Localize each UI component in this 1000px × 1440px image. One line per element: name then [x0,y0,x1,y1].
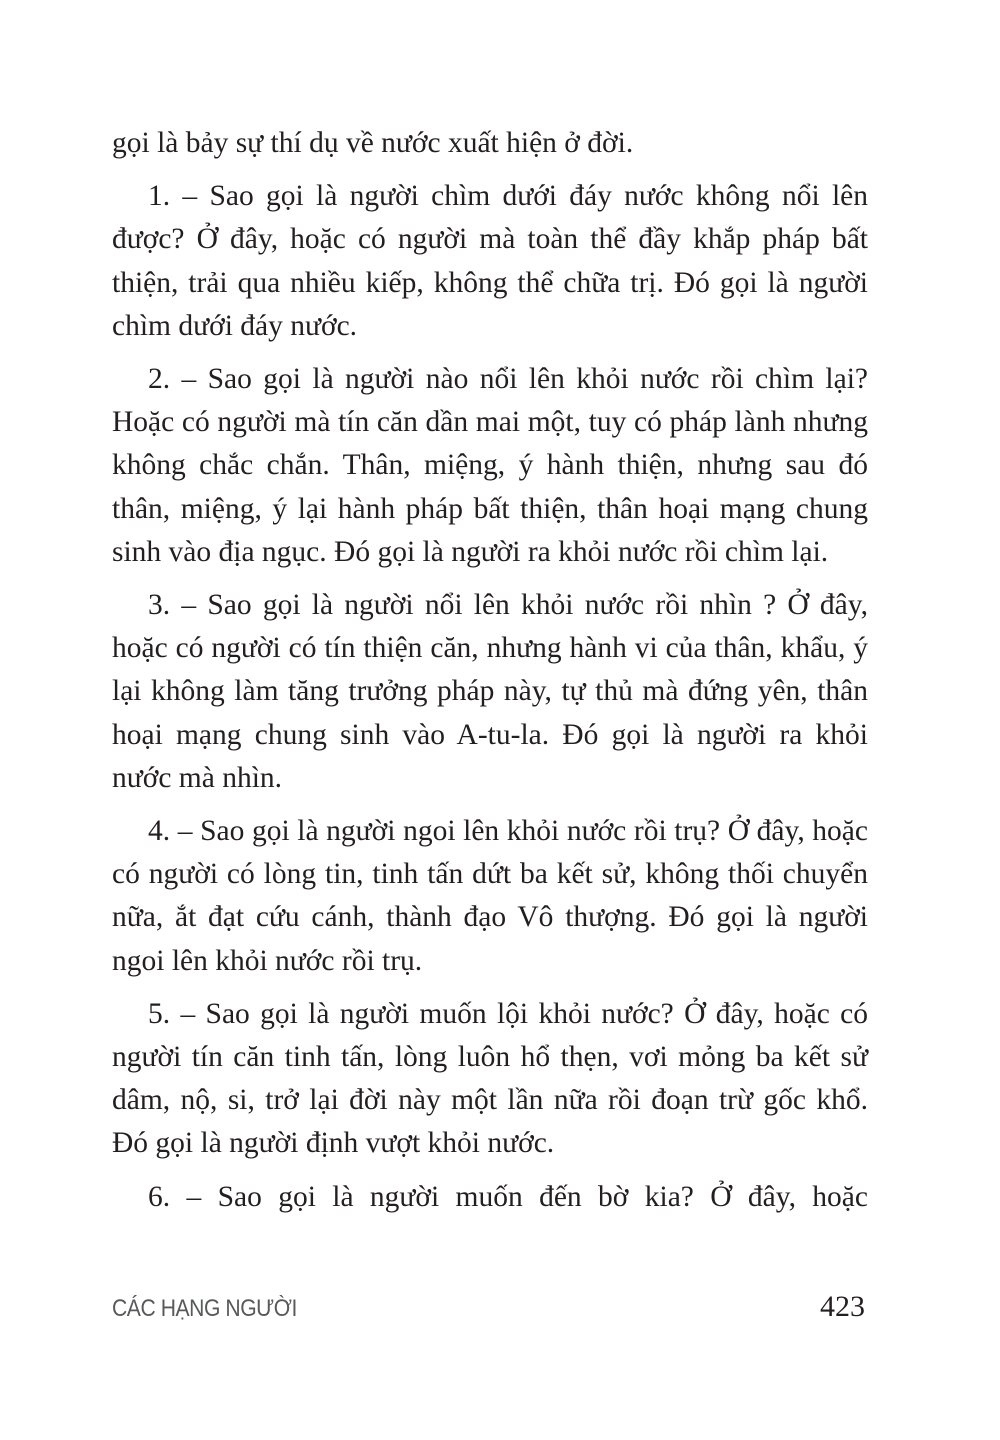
paragraph-item-4: 4. – Sao gọi là người ngoi lên khỏi nước rồi trụ? Ở đây, hoặc có người có lòng tin, tinh tấn dứt ba kết sử, không thối chuyển nữa, ắt đạt cứu cánh, thành đạo Vô thượng. Đó gọi là người ngoi lên khỏi nước rồi trụ. [112,815,868,977]
paragraph-intro-end: gọi là bảy sự thí dụ về nước xuất hiện ở đời. [112,127,634,159]
page-body [112,122,868,1229]
paragraph-item-3: 3. – Sao gọi là người nổi lên khỏi nước rồi nhìn ? Ở đây, hoặc có người có tín thiện căn, nhưng hành vi của thân, khẩu, ý lại không làm tăng trưởng pháp này, tự thủ mà đứng yên, thân hoại mạng chung sinh vào A-tu-la. Đó gọi là người ra khỏi nước mà nhìn. [112,589,868,794]
paragraph-item-2: 2. – Sao gọi là người nào nổi lên khỏi nước rồi chìm lại? Hoặc có người mà tín căn dần mai một, tuy có pháp lành nhưng không chắc chắn. Thân, miệng, ý hành thiện, nhưng sau đó thân, miệng, ý lại hành pháp bất thiện, thân hoại mạng chung sinh vào địa ngục. Đó gọi là người ra khỏi nước rồi chìm lại. [112,363,868,568]
paragraph-item-5: 5. – Sao gọi là người muốn lội khỏi nước? Ở đây, hoặc có người tín căn tinh tấn, lòng luôn hổ thẹn, vơi mỏng ba kết sử dâm, nộ, si, trở lại đời này một lần nữa rồi đoạn trừ gốc khổ. Đó gọi là người định vượt khỏi nước. [112,997,868,1160]
paragraph-item-6: 6. – Sao gọi là người muốn đến bờ kia? Ở đây, hoặc [148,1180,868,1213]
running-title: CÁC HẠNG NGƯỜI [112,1295,297,1322]
page-footer [112,1290,865,1330]
page-number: 423 [820,1290,865,1323]
paragraph-item-1: 1. – Sao gọi là người chìm dưới đáy nước không nổi lên được? Ở đây, hoặc có người mà toàn thể đầy khắp pháp bất thiện, trải qua nhiều kiếp, không thể chữa trị. Đó gọi là người chìm dưới đáy nước. [112,180,868,342]
